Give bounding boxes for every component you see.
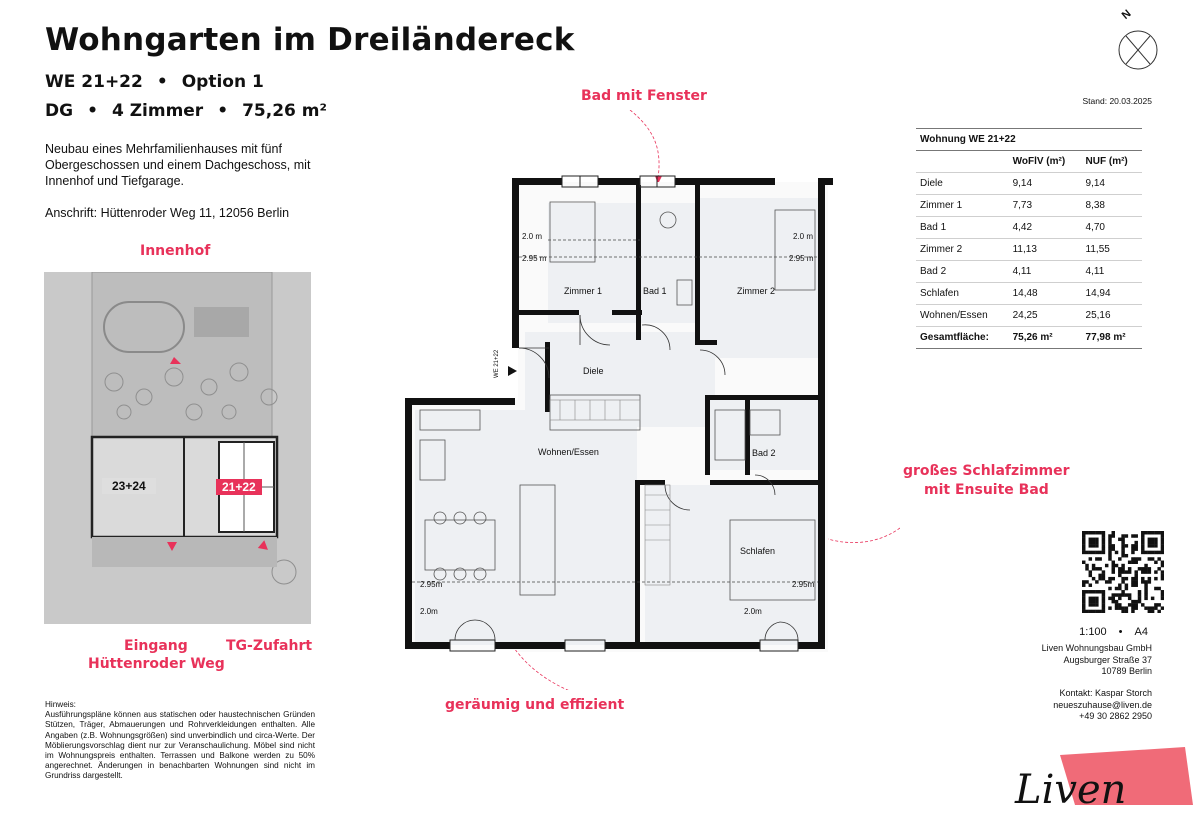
dim-label: 2.95 m — [522, 254, 547, 263]
qr-code-icon[interactable] — [1082, 531, 1164, 613]
room-bad2: Bad 2 — [752, 448, 776, 458]
dim-label: 2.95m — [420, 580, 443, 589]
entrance-tag: WE 21+22 — [494, 349, 500, 378]
project-address: Anschrift: Hüttenroder Weg 11, 12056 Berlin — [45, 206, 290, 220]
floor-plan — [400, 110, 900, 690]
callout-bad-fenster: Bad mit Fenster — [581, 88, 707, 104]
dim-label: 2.0 m — [793, 232, 814, 241]
contact-block — [1053, 688, 1152, 723]
callout-schlafzimmer-1: großes Schlafzimmer — [903, 463, 1070, 479]
project-description: Neubau eines Mehrfamilienhauses mit fünf Obergeschossen und einem Dachgeschoss, mit Innenhof und Tiefgarage. — [45, 142, 311, 188]
rooms-label: 4 Zimmer — [111, 101, 204, 121]
page-title: Wohngarten im Dreiländereck — [45, 22, 575, 58]
compass-icon — [1112, 4, 1164, 70]
hint-text: Ausführungspläne können aus statischen oder haustechnischen Gründen Stützen, Träger, Abmauerungen und Rohrverkleidungen enthalten. Alle Angaben (z.B. Wohnungsgrößen) sind unverbindlich und circa-Werte. Der Möblierungsvorschlag dient nur zur Veranschaulichung. Möbel sind nicht im Wohnungspreis enthalten. Terrassen und Balkone werden zu 50% angerechnet. Änderungen in benachbarten Wohnungen sind nicht im Grundriss dargestellt. — [45, 710, 315, 781]
entrance-arrow-icon — [167, 542, 177, 551]
floor-label: DG — [45, 101, 74, 121]
site-unit-this: 21+22 — [216, 479, 262, 495]
info-line: DG • 4 Zimmer • 75,26 m² — [45, 101, 327, 121]
hint-block — [45, 700, 315, 782]
unit-number: WE 21+22 — [45, 72, 143, 92]
room-wohnen: Wohnen/Essen — [538, 447, 599, 457]
table-total-row: Gesamtfläche: 75,26 m² 77,98 m² — [916, 327, 1142, 349]
table-row: Zimmer 1 7,73 8,38 — [916, 195, 1142, 217]
logo-text: Liven — [1015, 767, 1127, 813]
area-table — [916, 128, 1142, 349]
room-diele: Diele — [583, 366, 604, 376]
entrance-label-1: Eingang — [124, 638, 188, 654]
callout-schlafzimmer-2: mit Ensuite Bad — [924, 482, 1049, 498]
area-table-title: Wohnung WE 21+22 — [916, 129, 1142, 151]
site-plan — [44, 272, 311, 624]
scale-info: 1:100 • A4 — [1079, 626, 1148, 638]
scale-label: 1:100 — [1079, 626, 1107, 638]
col-wofl: WoFlV (m²) — [1009, 151, 1082, 173]
option-label: Option 1 — [181, 72, 264, 92]
callout-geraeumig: geräumig und effizient — [445, 697, 625, 713]
table-row: Diele 9,14 9,14 — [916, 173, 1142, 195]
company-block — [1042, 643, 1152, 678]
site-unit-other: 23+24 — [102, 478, 156, 494]
dim-label: 2.95m — [792, 580, 815, 589]
contact-person: Kontakt: Kaspar Storch — [1059, 688, 1152, 698]
paper-label: A4 — [1134, 626, 1148, 638]
table-row: Bad 2 4,11 4,11 — [916, 261, 1142, 283]
table-row: Wohnen/Essen 24,25 25,16 — [916, 305, 1142, 327]
company-city: 10789 Berlin — [1101, 666, 1152, 676]
room-zimmer2: Zimmer 2 — [737, 286, 775, 296]
dim-label: 2.0 m — [522, 232, 543, 241]
contact-email[interactable]: neueszuhause@liven.de — [1053, 699, 1152, 710]
compass-label: N — [1119, 7, 1134, 22]
table-row: Zimmer 2 11,13 11,55 — [916, 239, 1142, 261]
hint-heading: Hinweis: — [45, 700, 76, 709]
company-street: Augsburger Straße 37 — [1063, 654, 1152, 665]
col-nuf: NUF (m²) — [1082, 151, 1142, 173]
entrance-label-2: Hüttenroder Weg — [88, 656, 225, 672]
unit-line: WE 21+22 • Option 1 — [45, 72, 264, 92]
garage-label: TG-Zufahrt — [226, 638, 313, 654]
company-name: Liven Wohnungsbau GmbH — [1041, 643, 1152, 653]
contact-phone[interactable]: +49 30 2862 2950 — [1079, 711, 1152, 721]
room-zimmer1: Zimmer 1 — [564, 286, 602, 296]
dim-label: 2.0m — [420, 607, 438, 616]
liven-logo — [1005, 745, 1195, 819]
dim-label: 2.0m — [744, 607, 762, 616]
dim-label: 2.95 m — [789, 254, 814, 263]
table-row: Schlafen 14,48 14,94 — [916, 283, 1142, 305]
innenhof-label: Innenhof — [140, 243, 211, 259]
room-bad1: Bad 1 — [643, 286, 667, 296]
area-label: 75,26 m² — [242, 101, 327, 121]
table-row: Bad 1 4,42 4,70 — [916, 217, 1142, 239]
room-schlafen: Schlafen — [740, 546, 776, 556]
stand-date: Stand: 20.03.2025 — [1082, 96, 1152, 106]
